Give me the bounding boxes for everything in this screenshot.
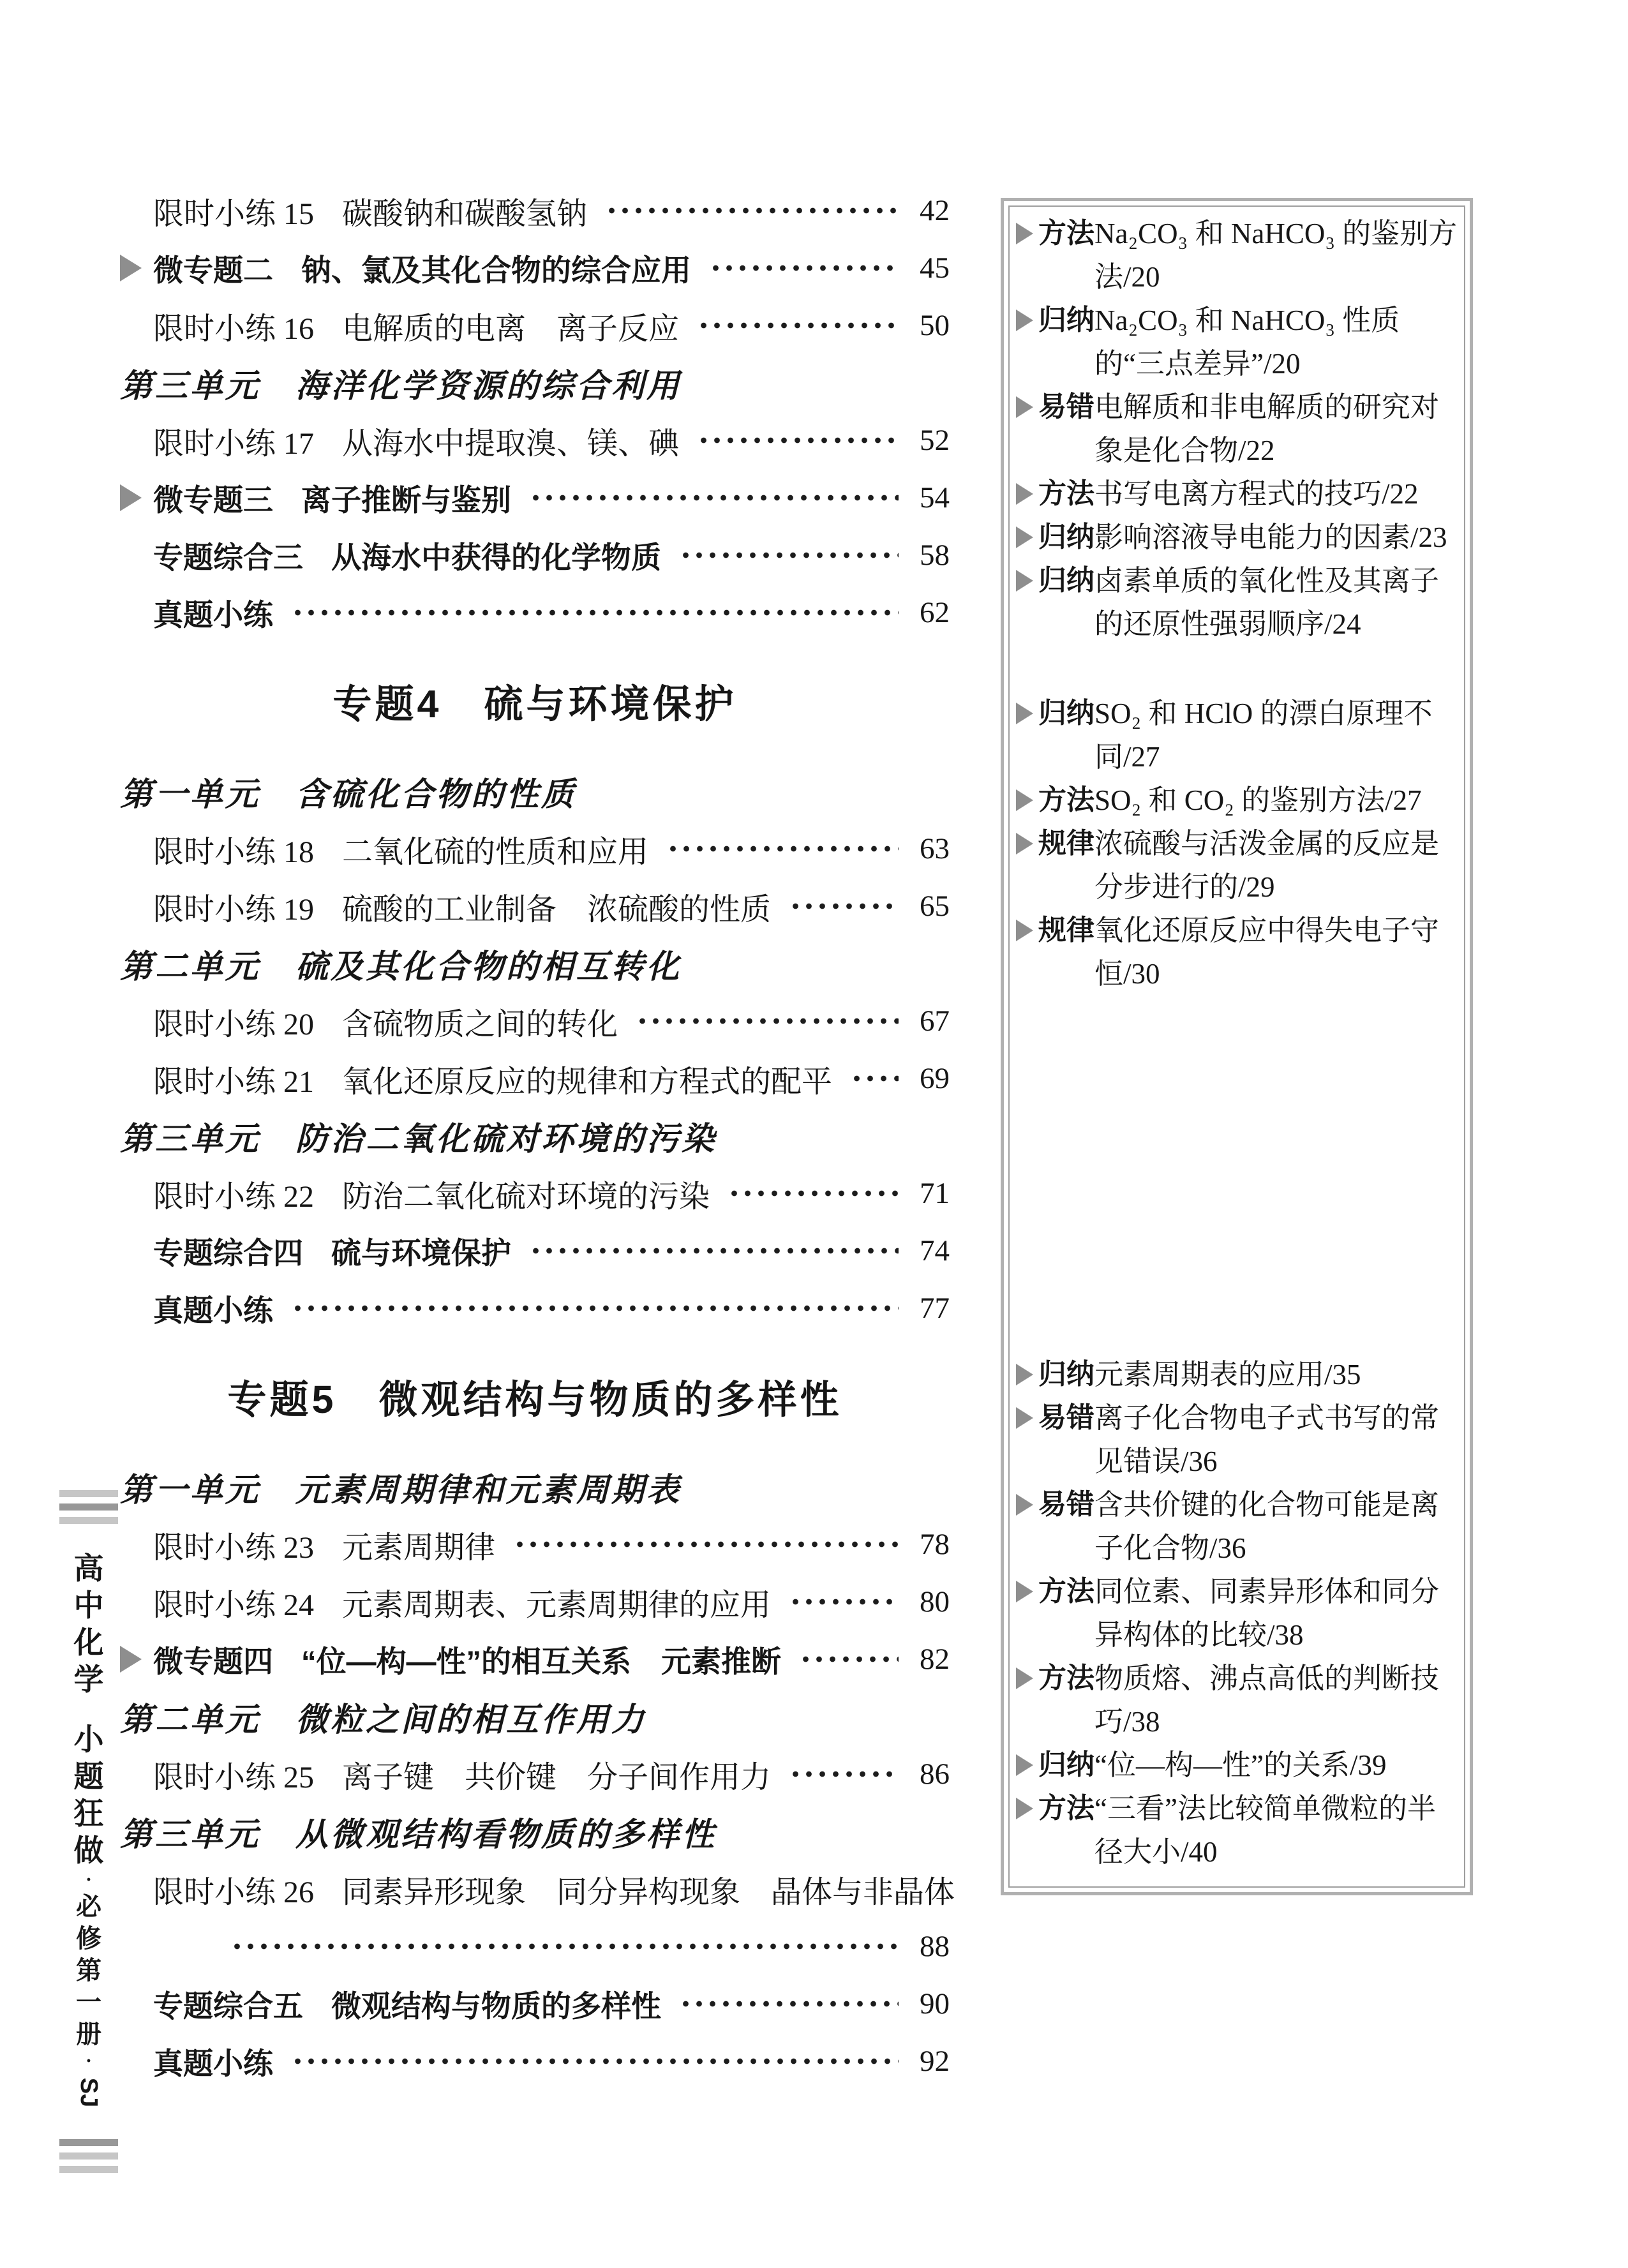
dot-leader <box>513 1516 899 1573</box>
page-number: 71 <box>920 1177 950 1210</box>
toc-row-label: 真题小练 <box>153 1293 273 1327</box>
sidebar-arrow-icon <box>1016 1798 1033 1819</box>
sidebar-entry <box>1016 1657 1458 1743</box>
sidebar-entry-tag <box>1016 472 1094 516</box>
sidebar-entry-tag <box>1016 1570 1094 1613</box>
toc-row-title: 防治二氧化硫对环境的污染 <box>342 1179 710 1214</box>
toc-row-title: 离子推断与鉴别 <box>301 482 511 517</box>
dot-leader <box>291 584 899 641</box>
sidebar-arrow-icon <box>1016 223 1033 244</box>
unit-heading <box>120 763 950 820</box>
dot-leader <box>799 1630 899 1688</box>
sidebar-arrow-icon <box>1016 526 1033 548</box>
sidebar-entry-text: 电解质和非电解质的研究对象是化合物/22 <box>1094 391 1440 466</box>
spine-bar <box>59 2139 118 2146</box>
page-number: 52 <box>920 424 950 457</box>
sidebar-tag-label: 归纳 <box>1038 1749 1094 1780</box>
sidebar-entry <box>1016 1396 1458 1483</box>
sidebar-tag-label: 归纳 <box>1038 521 1094 553</box>
micro-arrow-icon <box>120 484 142 511</box>
sidebar-entry-text: 物质熔、沸点高低的判断技巧/38 <box>1094 1662 1440 1738</box>
sidebar-entry-text: 卤素单质的氧化性及其离子的还原性强弱顺序/24 <box>1094 565 1440 640</box>
sidebar-entry-tag <box>1016 779 1094 822</box>
toc-row <box>120 1050 950 1107</box>
toc-row <box>120 1279 950 1337</box>
unit-heading <box>120 1107 950 1165</box>
sidebar-entry-tag <box>1016 212 1094 255</box>
spine-separator: · <box>85 1869 92 1890</box>
unit-heading-text: 第二单元 硫及其化合物的相互转化 <box>120 950 682 985</box>
sidebar-entry-text: 氧化还原反应中得失电子守恒/30 <box>1094 914 1440 990</box>
sidebar-tag-label: 归纳 <box>1038 1359 1094 1390</box>
sidebar-entry-tag <box>1016 1657 1094 1700</box>
toc-row-label: 微专题三 <box>153 482 273 517</box>
toc-row <box>120 1222 950 1279</box>
sidebar-entry-tag <box>1016 299 1094 342</box>
sidebar-tag-label: 方法 <box>1038 1662 1094 1694</box>
dot-leader <box>679 1975 899 2033</box>
sidebar-entry <box>1016 692 1458 779</box>
spine-title-char: 高 <box>73 1551 104 1585</box>
sidebar-entry <box>1016 385 1458 472</box>
toc-row-title: 硫与环境保护 <box>331 1235 511 1270</box>
sidebar-entry <box>1016 516 1458 559</box>
dot-leader <box>789 1573 899 1630</box>
sidebar-arrow-icon <box>1016 396 1033 418</box>
tips-sidebar <box>1001 198 1473 1895</box>
toc-row <box>120 877 950 935</box>
unit-heading-text: 第二单元 微粒之间的相互作用力 <box>120 1703 647 1738</box>
toc-row-label: 真题小练 <box>153 597 273 632</box>
sidebar-entry-text: 离子化合物电子式书写的常见错误/36 <box>1094 1402 1440 1477</box>
toc-row-title: 钠、氯及其化合物的综合应用 <box>301 253 691 287</box>
dot-leader <box>709 239 899 297</box>
dot-leader <box>679 526 899 584</box>
chapter-heading <box>120 1355 950 1438</box>
page-number: 58 <box>920 539 950 572</box>
toc-row-label: 限时小练 19 <box>153 892 315 927</box>
sidebar-entry-text: SO₂ 和 HClO 的漂白原理不同/27 <box>1094 698 1433 773</box>
dot-leader <box>529 469 899 526</box>
sidebar-entry <box>1016 1570 1458 1657</box>
toc-row-title: 微观结构与物质的多样性 <box>331 1988 661 2023</box>
sidebar-arrow-icon <box>1016 1667 1033 1689</box>
spine-title-char: 化 <box>73 1625 104 1659</box>
sidebar-tag-label: 方法 <box>1038 1793 1094 1824</box>
toc-row-label: 限时小练 16 <box>153 311 315 346</box>
spine-edition-char: 必 <box>76 1893 101 1921</box>
sidebar-entry <box>1016 909 1458 996</box>
toc-row <box>120 1745 950 1803</box>
unit-heading <box>120 354 950 412</box>
toc-row-label: 真题小练 <box>153 2046 273 2080</box>
sidebar-arrow-icon <box>1016 833 1033 854</box>
sidebar-arrow-icon <box>1016 1581 1033 1602</box>
page-number: 65 <box>920 890 950 923</box>
dot-leader <box>789 877 899 935</box>
chapter-heading <box>120 659 950 742</box>
page-number: 62 <box>920 596 950 629</box>
dot-leader <box>636 992 899 1050</box>
sidebar-arrow-icon <box>1016 483 1033 505</box>
toc-row <box>120 1165 950 1222</box>
sidebar-tag-label: 方法 <box>1038 218 1094 249</box>
unit-heading <box>120 935 950 992</box>
sidebar-arrow-icon <box>1016 1754 1033 1776</box>
spine-subtitle-char: 小 <box>73 1722 104 1756</box>
toc-row <box>120 1860 955 1918</box>
toc-row <box>120 1975 950 2033</box>
chapter-heading-text: 专题4 硫与环境保护 <box>332 682 737 726</box>
toc-row <box>120 182 950 239</box>
unit-heading <box>120 1458 950 1516</box>
spine-bar <box>59 2152 118 2160</box>
toc-row-title: 氧化还原反应的规律和方程式的配平 <box>342 1064 833 1099</box>
sidebar-tag-label: 方法 <box>1038 478 1094 509</box>
toc-row-label: 限时小练 26 <box>153 1875 315 1909</box>
dot-leader <box>605 182 899 239</box>
dot-leader <box>291 1279 899 1337</box>
tips-sidebar-inner <box>1008 205 1465 1888</box>
dot-leader <box>291 2033 899 2090</box>
page-number: 67 <box>920 1004 950 1038</box>
toc-row <box>120 1516 950 1573</box>
page-number: 92 <box>920 2045 950 2078</box>
page-number: 80 <box>920 1585 950 1618</box>
toc-row-label: 限时小练 17 <box>153 426 315 461</box>
sidebar-arrow-icon <box>1016 703 1033 724</box>
dot-leader <box>666 820 899 877</box>
page-number: 63 <box>920 832 950 865</box>
sidebar-arrow-icon <box>1016 1364 1033 1385</box>
sidebar-tag-label: 归纳 <box>1038 565 1094 596</box>
toc-row-label: 专题综合五 <box>153 1988 303 2023</box>
toc-row-label: 限时小练 21 <box>153 1064 315 1099</box>
toc-row <box>120 239 950 297</box>
sidebar-entry-text: 含共价键的化合物可能是离子化合物/36 <box>1094 1489 1440 1564</box>
toc-row <box>120 469 950 526</box>
sidebar-entry-text: “三看”法比较简单微粒的半径大小/40 <box>1094 1793 1436 1868</box>
toc-row-label: 限时小练 22 <box>153 1179 315 1214</box>
toc-row-title: “位—构—性”的相互关系 元素推断 <box>301 1644 781 1678</box>
dot-leader <box>728 1165 899 1222</box>
sidebar-entry-tag <box>1016 1787 1094 1830</box>
spine-subtitle-char: 做 <box>73 1833 104 1867</box>
sidebar-entry-tag <box>1016 559 1094 602</box>
page-number: 74 <box>920 1234 950 1267</box>
sidebar-entry <box>1016 299 1458 385</box>
toc-row-label: 微专题四 <box>153 1644 273 1678</box>
toc-row-title: 从海水中获得的化学物质 <box>331 540 661 574</box>
toc-row-title: 离子键 共价键 分子间作用力 <box>342 1760 772 1794</box>
toc-row-label: 限时小练 25 <box>153 1760 315 1794</box>
spine-subtitle-char: 题 <box>73 1759 104 1793</box>
unit-heading-text: 第三单元 海洋化学资源的综合利用 <box>120 369 682 405</box>
page-number: 69 <box>920 1062 950 1095</box>
chapter-heading-text: 专题5 微观结构与物质的多样性 <box>227 1377 842 1421</box>
toc-row-continuation <box>120 1918 950 1975</box>
toc-row <box>120 1630 950 1688</box>
spine-bar <box>59 1490 118 1497</box>
dot-leader <box>697 412 899 469</box>
sidebar-tag-label: 易错 <box>1038 391 1094 422</box>
page-number: 82 <box>920 1643 950 1676</box>
sidebar-tag-label: 规律 <box>1038 828 1094 859</box>
unit-heading <box>120 1688 950 1745</box>
sidebar-tag-label: 易错 <box>1038 1489 1094 1520</box>
page-number: 90 <box>920 1987 950 2020</box>
sidebar-entry-tag <box>1016 822 1094 865</box>
sidebar-entry-tag <box>1016 1396 1094 1440</box>
toc-row-title: 硫酸的工业制备 浓硫酸的性质 <box>342 892 772 927</box>
toc-row-label: 限时小练 24 <box>153 1588 315 1622</box>
toc-row <box>120 584 950 641</box>
dot-leader <box>697 297 899 354</box>
toc-row-label: 专题综合四 <box>153 1235 303 1270</box>
dot-leader <box>230 1918 899 1975</box>
toc-list <box>120 182 955 2090</box>
sidebar-entry <box>1016 212 1458 299</box>
spine-edition-char: 第 <box>76 1957 101 1985</box>
sidebar-tag-label: 归纳 <box>1038 304 1094 336</box>
page-number: 45 <box>920 251 950 285</box>
toc-row <box>120 1573 950 1630</box>
sidebar-entry-text: Na₂CO₃ 和 NaHCO₃ 性质的“三点差异”/20 <box>1094 304 1400 380</box>
toc-row-label: 限时小练 23 <box>153 1530 315 1565</box>
toc-row-title: 电解质的电离 离子反应 <box>342 311 680 346</box>
spine-edition-char: 一 <box>76 1988 101 2017</box>
toc-row-label: 限时小练 18 <box>153 835 315 869</box>
spine-separator: · <box>85 2050 92 2071</box>
micro-arrow-icon <box>120 255 142 281</box>
sidebar-entry-text: 浓硫酸与活泼金属的反应是分步进行的/29 <box>1094 828 1440 903</box>
sidebar-entry-tag <box>1016 692 1094 735</box>
unit-heading-text: 第三单元 防治二氧化硫对环境的污染 <box>120 1122 717 1158</box>
toc-row-label: 限时小练 15 <box>153 197 315 231</box>
unit-heading-text: 第三单元 从微观结构看物质的多样性 <box>120 1817 717 1853</box>
page-number: 86 <box>920 1757 950 1791</box>
sidebar-entry-tag <box>1016 1743 1094 1787</box>
toc-row <box>120 992 950 1050</box>
sidebar-arrow-icon <box>1016 1407 1033 1429</box>
sidebar-arrow-icon <box>1016 1494 1033 1516</box>
page-number: 42 <box>920 194 950 227</box>
toc-row-title: 元素周期表、元素周期律的应用 <box>342 1588 772 1622</box>
toc-row-label: 微专题二 <box>153 253 273 287</box>
toc-row <box>120 297 950 354</box>
sidebar-entry-text: 影响溶液导电能力的因素/23 <box>1094 521 1447 553</box>
sidebar-tag-label: 方法 <box>1038 1576 1094 1607</box>
sidebar-arrow-icon <box>1016 570 1033 592</box>
sidebar-entry-text: 同位素、同素异形体和同分异构体的比较/38 <box>1094 1576 1440 1651</box>
sidebar-arrow-icon <box>1016 789 1033 811</box>
page-number: 50 <box>920 309 950 342</box>
sidebar-entry <box>1016 559 1458 646</box>
toc-row-title: 从海水中提取溴、镁、碘 <box>342 426 680 461</box>
toc-row <box>120 820 950 877</box>
sidebar-arrow-icon <box>1016 920 1033 941</box>
spine-title-char: 学 <box>73 1662 104 1696</box>
toc-row <box>120 2033 950 2090</box>
unit-heading-text: 第一单元 含硫化合物的性质 <box>120 777 577 813</box>
sidebar-entry-tag <box>1016 909 1094 952</box>
toc-row-title: 碳酸钠和碳酸氢钠 <box>342 197 588 231</box>
sidebar-gap <box>1016 646 1458 692</box>
sidebar-entry <box>1016 1483 1458 1570</box>
spine-edition-char: 修 <box>76 1925 101 1953</box>
page-number: 78 <box>920 1528 950 1561</box>
spine-bar <box>59 2166 118 2173</box>
spine-edition-char: 册 <box>76 2020 101 2048</box>
sidebar-entry-tag <box>1016 1483 1094 1526</box>
sidebar-entry <box>1016 822 1458 909</box>
sidebar-arrow-icon <box>1016 310 1033 331</box>
sidebar-tag-label: 方法 <box>1038 784 1094 816</box>
spine-subtitle-char: 狂 <box>73 1796 104 1830</box>
toc-row-title: 含硫物质之间的转化 <box>342 1007 618 1041</box>
sidebar-entry-text: SO₂ 和 CO₂ 的鉴别方法/27 <box>1094 784 1422 816</box>
sidebar-entry <box>1016 1353 1458 1396</box>
sidebar-entry <box>1016 1743 1458 1787</box>
dot-leader <box>789 1745 899 1803</box>
spine-bar <box>59 1517 118 1524</box>
toc-row-title: 二氧化硫的性质和应用 <box>342 835 649 869</box>
unit-heading-text: 第一单元 元素周期律和元素周期表 <box>120 1473 682 1509</box>
sidebar-entry <box>1016 779 1458 822</box>
book-spine <box>54 1487 124 2176</box>
spine-bar <box>59 1503 118 1511</box>
toc-row <box>120 412 950 469</box>
page-number: 77 <box>920 1292 950 1325</box>
dot-leader <box>529 1222 899 1279</box>
toc-row <box>120 526 950 584</box>
sidebar-gap <box>1016 996 1458 1353</box>
toc-row-title: 同素异形现象 同分异构现象 晶体与非晶体 <box>342 1875 955 1909</box>
sidebar-tag-label: 归纳 <box>1038 698 1094 729</box>
spine-code: SJ <box>75 2077 102 2108</box>
spine-title-char: 中 <box>73 1588 104 1622</box>
sidebar-entry-tag <box>1016 1353 1094 1396</box>
sidebar-tag-label: 规律 <box>1038 914 1094 946</box>
unit-heading <box>120 1803 950 1860</box>
sidebar-entry-text: “位—构—性”的关系/39 <box>1094 1749 1387 1781</box>
sidebar-entry-text: 书写电离方程式的技巧/22 <box>1094 478 1419 510</box>
page-number: 54 <box>920 481 950 514</box>
dot-leader <box>850 1050 899 1107</box>
toc-row-label: 限时小练 20 <box>153 1007 315 1041</box>
sidebar-entry-text: 元素周期表的应用/35 <box>1094 1359 1361 1391</box>
toc-row-label: 专题综合三 <box>153 540 303 574</box>
page-number: 88 <box>920 1930 950 1963</box>
sidebar-entry <box>1016 472 1458 516</box>
sidebar-entry-text: Na₂CO₃ 和 NaHCO₃ 的鉴别方法/20 <box>1094 218 1458 293</box>
sidebar-tag-label: 易错 <box>1038 1402 1094 1433</box>
sidebar-entry <box>1016 1787 1458 1874</box>
sidebar-entry-tag <box>1016 516 1094 559</box>
toc-row-title: 元素周期律 <box>342 1530 496 1565</box>
sidebar-entry-tag <box>1016 385 1094 429</box>
